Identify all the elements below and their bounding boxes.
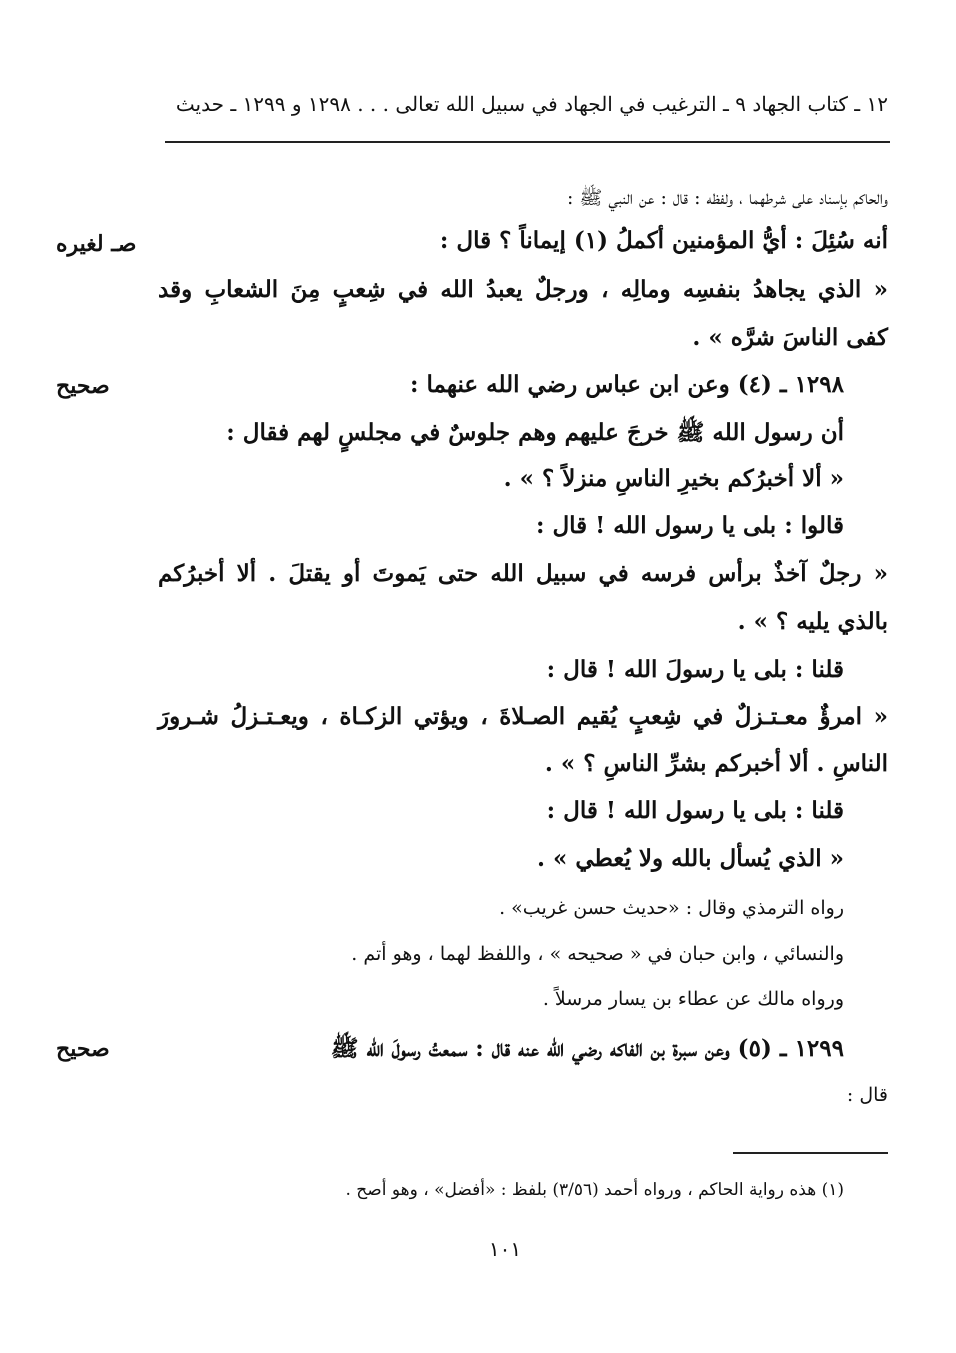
hadith-line-6: أن رسول الله ﷺ خرجَ عليهم وهم جلوسٌ في مجلسٍ لهم فقال : bbox=[226, 419, 844, 446]
running-header: ١٢ ـ كتاب الجهاد ٩ ـ الترغيب في الجهاد في سبيل الله تعالى . . . ١٢٩٨ و ١٢٩٩ ـ حديث bbox=[175, 92, 888, 116]
hadith-line-4: كفى الناسَ شرَّه » . bbox=[692, 324, 888, 351]
hadith-heading-1298: ١٢٩٨ ـ (٤) وعن ابن عباس رضي الله عنهما : bbox=[410, 371, 844, 398]
hadith-line-3: « الذي يجاهدُ بنفسِه ومالِه ، ورجلٌ يعبدُ الله في شِعبٍ مِنَ الشعابِ وقد bbox=[158, 276, 888, 303]
hadith-heading-1299: ١٢٩٩ ـ (٥) وعن سبرة بن الفاكه رضي الله عنه قال : سمعتُ رسولَ الله ﷺ bbox=[330, 1035, 844, 1062]
hadith-line-7: « ألا أخبرُكم بخيرِ الناسِ منزلاً ؟ » . bbox=[503, 465, 844, 492]
hadith-line-14: قلنا : بلى يا رسول الله ! قال : bbox=[546, 797, 844, 824]
grade-label-sahih-1298: صحيح bbox=[56, 373, 110, 399]
hadith-line-13: الناسِ . ألا أخبركم بشرِّ الناسِ ؟ » . bbox=[544, 750, 888, 777]
text-line-20: قال : bbox=[846, 1084, 888, 1106]
hadith-line-10: بالذي يليه ؟ » . bbox=[737, 608, 888, 635]
takhrij-line-18: ورواه مالك عن عطاء بن يسار مرسلاً . bbox=[542, 988, 844, 1010]
text-line-1: والحاكم بإسناد على شرطهما ، ولفظه : قال : عن النبي ﷺ : bbox=[566, 187, 888, 209]
footnote-divider bbox=[733, 1152, 888, 1154]
hadith-line-9: « رجلٌ آخذٌ برأس فرسه في سبيل الله حتى يَموتَ أو يقتلَ . ألا أخبرُكم bbox=[158, 560, 888, 587]
hadith-line-12: « امرؤٌ معـتـزلٌ في شِعبٍ يُقيم الصـلاةَ ، ويؤتي الزكـاة ، ويعـتـزلُ شـرورَ bbox=[158, 703, 888, 730]
grade-label-sahih-1299: صحيح bbox=[56, 1036, 110, 1062]
hadith-line-11: قلنا : بلى يا رسولَ الله ! قال : bbox=[546, 656, 844, 683]
takhrij-line-17: والنسائي ، وابن حبان في « صحيحه » ، واللفظ لهما ، وهو أتم . bbox=[351, 943, 844, 965]
hadith-line-15: « الذي يُسأل بالله ولا يُعطي » . bbox=[536, 845, 844, 872]
hadith-line-2: أنه سُئِلَ : أيُّ المؤمنين أكملُ (١) إيماناً ؟ قال : bbox=[439, 227, 888, 254]
grade-label-hasan: صـ لغيره bbox=[56, 231, 137, 257]
takhrij-line-16: رواه الترمذي وقال : «حديث حسن غريب» . bbox=[499, 897, 844, 919]
footnote-text: (١) هذه رواية الحاكم ، ورواه أحمد (٣/٥٦) بلفظ : «أفضل» ، وهو أصح . bbox=[345, 1180, 844, 1200]
page-number: ١٠١ bbox=[488, 1237, 522, 1261]
hadith-line-8: قالوا : بلى يا رسول الله ! قال : bbox=[535, 512, 844, 539]
header-divider bbox=[165, 141, 890, 143]
